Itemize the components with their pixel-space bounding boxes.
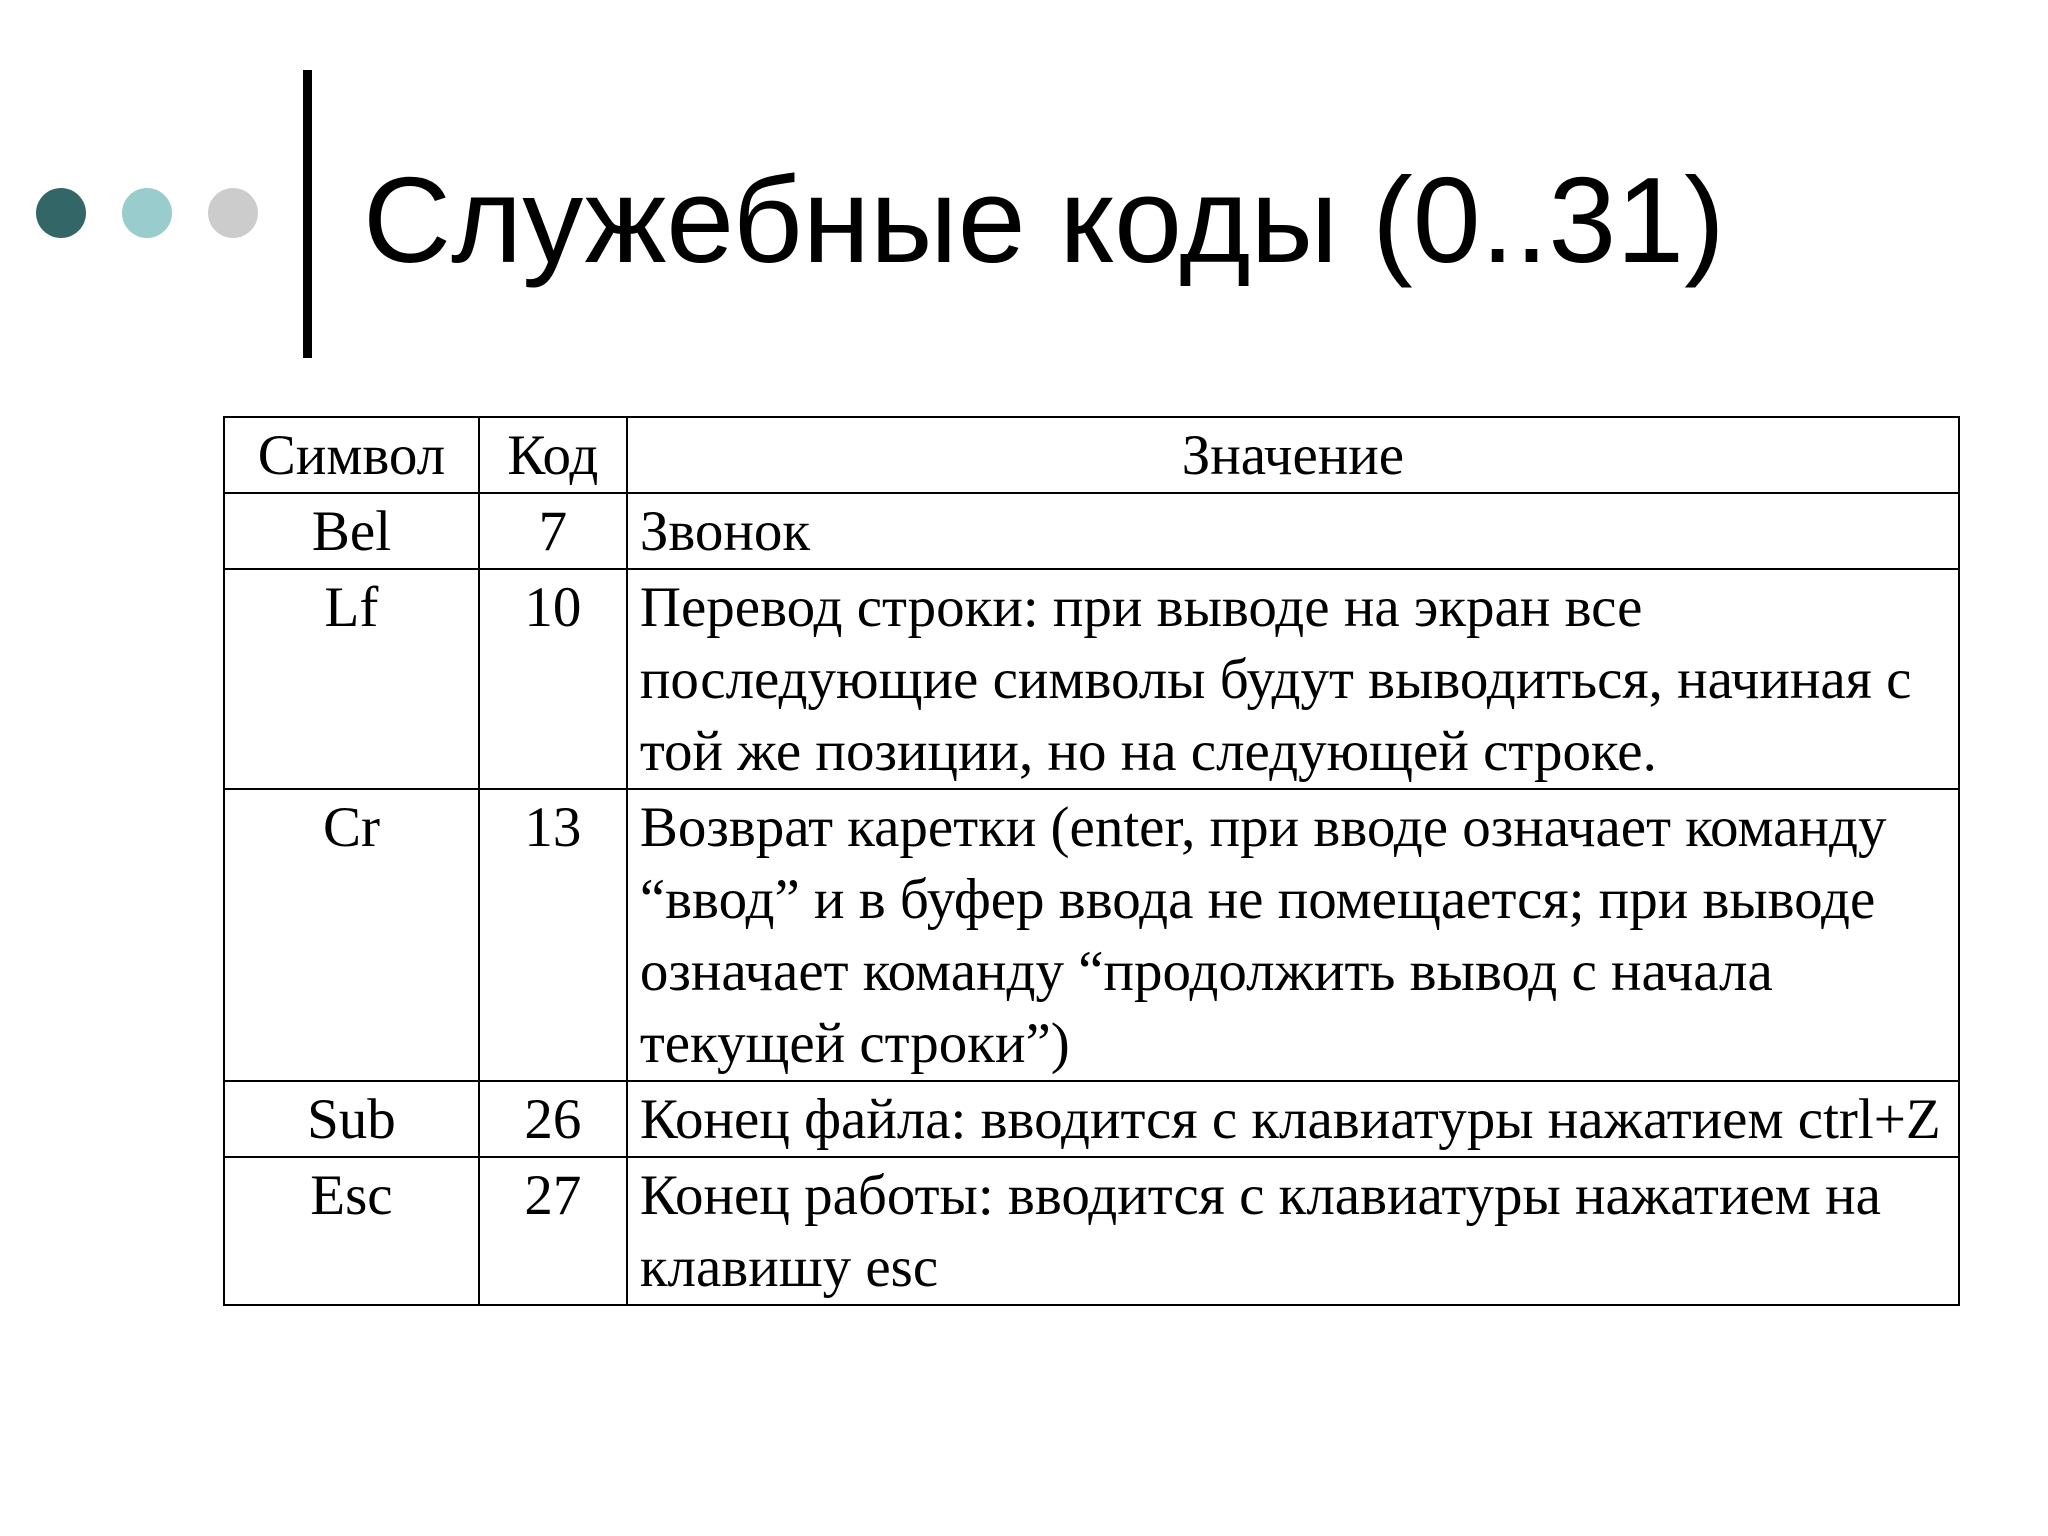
cell-symbol: Cr [224, 789, 479, 1081]
cell-meaning: Конец файла: вводится с клавиатуры нажатием ctrl+Z [627, 1081, 1959, 1157]
table-row [224, 789, 1959, 1081]
header-code: Код [479, 417, 627, 493]
cell-code: 26 [479, 1081, 627, 1157]
table-header-row [224, 417, 1959, 493]
cell-code: 7 [479, 493, 627, 569]
cell-symbol: Sub [224, 1081, 479, 1157]
slide-title: Служебные коды (0..31) [363, 152, 1725, 288]
table-row [224, 1157, 1959, 1305]
cell-code: 10 [479, 569, 627, 789]
cell-meaning: Возврат каретки (enter, при вводе означает команду “ввод” и в буфер ввода не помещается; при выводе означает команду “продолжить вывод с начала текущей строки”) [627, 789, 1959, 1081]
table-row [224, 1081, 1959, 1157]
cell-symbol: Esc [224, 1157, 479, 1305]
cell-code: 13 [479, 789, 627, 1081]
cell-symbol: Bel [224, 493, 479, 569]
table-row [224, 493, 1959, 569]
table-row [224, 569, 1959, 789]
light-teal-dot [122, 188, 172, 238]
cell-meaning: Звонок [627, 493, 1959, 569]
gray-dot [208, 188, 258, 238]
header-meaning: Значение [627, 417, 1959, 493]
cell-code: 27 [479, 1157, 627, 1305]
header-symbol: Символ [224, 417, 479, 493]
control-codes-table [223, 416, 1960, 1306]
cell-meaning: Перевод строки: при выводе на экран все последующие символы будут выводиться, начиная с той же позиции, но на следующей строке. [627, 569, 1959, 789]
dark-teal-dot [36, 188, 86, 238]
title-divider-line [303, 70, 312, 358]
cell-meaning: Конец работы: вводится с клавиатуры нажатием на клавишу esc [627, 1157, 1959, 1305]
cell-symbol: Lf [224, 569, 479, 789]
